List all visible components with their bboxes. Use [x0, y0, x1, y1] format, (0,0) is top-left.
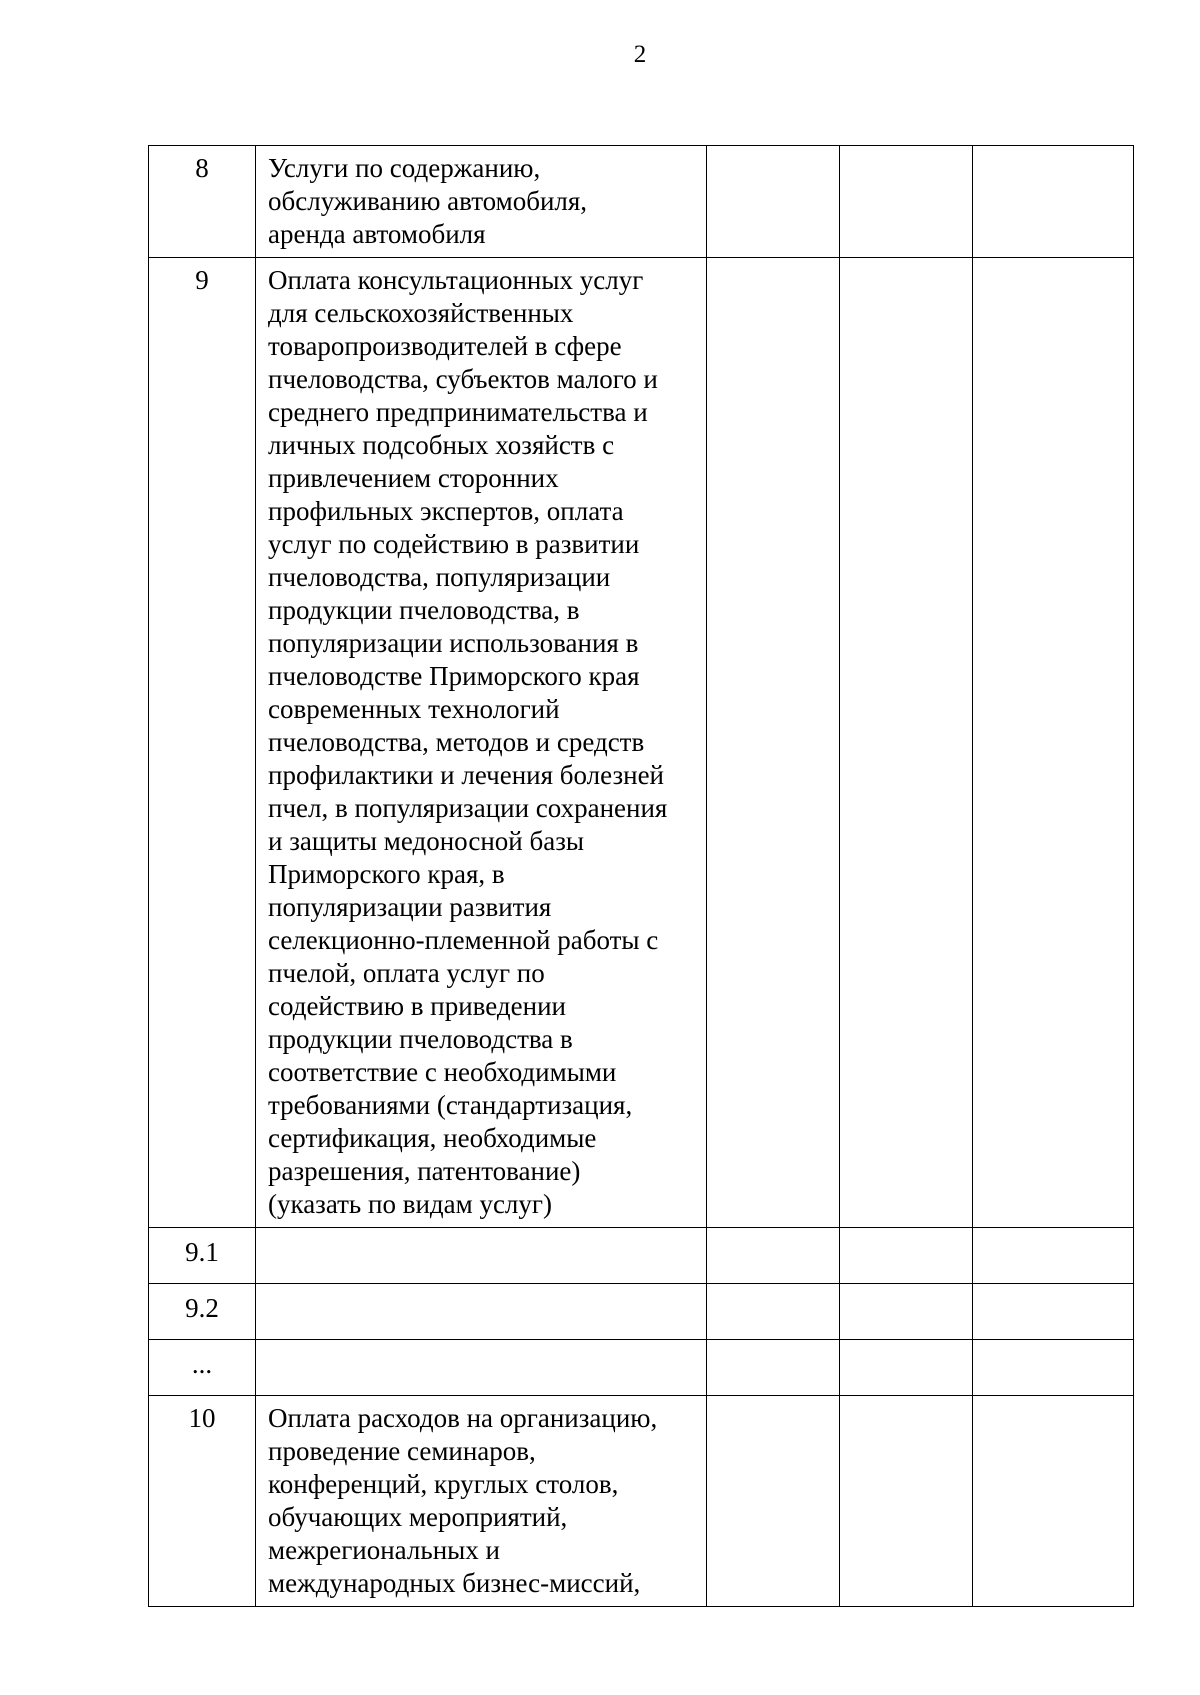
empty-cell [973, 1284, 1134, 1340]
page-number: 2 [633, 41, 647, 68]
row-description: Оплата расходов на организацию, проведение семинаров, конференций, круглых столов, обучающих мероприятий, межрегиональных и международных бизнес-миссий, [256, 1396, 707, 1607]
row-description: Оплата консультационных услуг для сельскохозяйственных товаропроизводителей в сфере пчеловодства, субъектов малого и среднего предпринимательства и личных подсобных хозяйств с привлечением сторонних профильных экспертов, оплата услуг по содействию в развитии пчеловодства, популяризации продукции пчеловодства, в популяризации использования в пчеловодстве Приморского края современных технологий пчеловодства, методов и средств профилактики и лечения болезней пчел, в популяризации сохранения и защиты медоносной базы Приморского края, в популяризации развития селекционно-племенной работы с пчелой, оплата услуг по содействию в приведении продукции пчеловодства в соответствие с необходимыми требованиями (стандартизация, сертификация, необходимые разрешения, патентование) (указать по видам услуг) [256, 258, 707, 1228]
empty-cell [973, 1340, 1134, 1396]
row-description [256, 1340, 707, 1396]
empty-cell [840, 1396, 973, 1607]
empty-cell [840, 146, 973, 258]
row-number: 9.2 [149, 1284, 256, 1340]
row-number: ... [149, 1340, 256, 1396]
table-row [149, 1284, 1134, 1340]
empty-cell [707, 146, 840, 258]
empty-cell [840, 1284, 973, 1340]
row-number: 8 [149, 146, 256, 258]
empty-cell [707, 1396, 840, 1607]
row-description: Услуги по содержанию, обслуживанию автомобиля, аренда автомобиля [256, 146, 707, 258]
table-row [149, 1396, 1134, 1607]
empty-cell [973, 1228, 1134, 1284]
empty-cell [840, 1228, 973, 1284]
empty-cell [707, 1228, 840, 1284]
empty-cell [973, 146, 1134, 258]
row-number: 9.1 [149, 1228, 256, 1284]
table-row [149, 258, 1134, 1228]
row-description [256, 1284, 707, 1340]
empty-cell [840, 1340, 973, 1396]
row-number: 9 [149, 258, 256, 1228]
row-description [256, 1228, 707, 1284]
empty-cell [973, 1396, 1134, 1607]
table-row [149, 1228, 1134, 1284]
table-row [149, 1340, 1134, 1396]
row-number: 10 [149, 1396, 256, 1607]
empty-cell [707, 258, 840, 1228]
empty-cell [973, 258, 1134, 1228]
empty-cell [707, 1340, 840, 1396]
empty-cell [707, 1284, 840, 1340]
empty-cell [840, 258, 973, 1228]
expense-table [148, 145, 1134, 1607]
table-row [149, 146, 1134, 258]
